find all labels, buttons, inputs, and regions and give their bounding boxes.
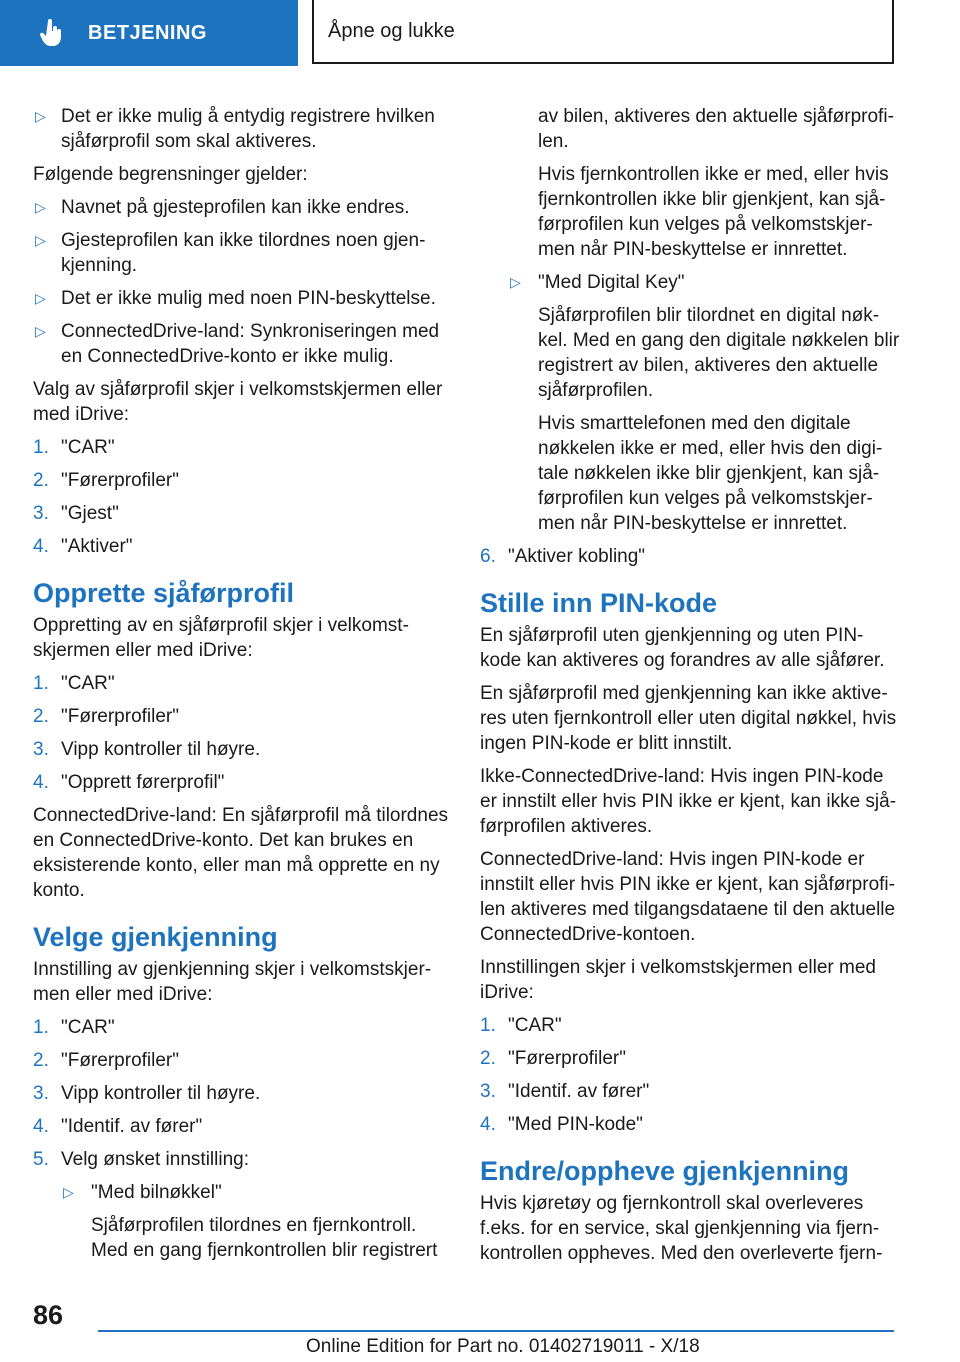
right-column: [480, 104, 900, 1274]
section-heading: Velge gjenkjenning: [33, 922, 278, 952]
numbered-item: 1. "CAR": [480, 1015, 562, 1036]
section-label: BETJENING: [88, 21, 207, 44]
section-tab: [0, 0, 298, 66]
paragraph: Følgende begrensninger gjelder:: [33, 164, 308, 185]
numbered-item: 6. "Aktiver kobling": [480, 546, 646, 567]
numbered-item: 1. "CAR": [33, 1017, 115, 1038]
numbered-item: 2. "Førerprofiler": [33, 706, 179, 727]
numbered-item: 3. "Identif. av fører": [480, 1081, 650, 1102]
paragraph: Innstilling av gjenkjenning skjer i velkomstskjermen eller med iDrive:: [33, 959, 432, 1005]
page-header: [0, 0, 960, 66]
paragraph: Innstillingen skjer i velkomstskjermen eller med iDrive:: [480, 957, 876, 1003]
sub-list-item: ▷ "Med bilnøkkel": [63, 1182, 222, 1203]
numbered-item: 2. "Førerprofiler": [33, 470, 179, 491]
list-item: ▷ Det er ikke mulig å entydig registrere hvilken sjåførprofil som skal aktiveres.: [35, 106, 435, 152]
list-item: ▷ ConnectedDrive-land: Synkroniseringen med en ConnectedDrive-konto er ikke mulig.: [35, 321, 440, 367]
sub-list-text: av bilen, aktiveres den aktuelle sjåførprofilen.: [538, 106, 894, 152]
section-heading: Endre/oppheve gjenkjenning: [480, 1156, 850, 1186]
sub-list-text: Hvis smarttelefonen med den digitale nøkkelen ikke er med, eller hvis den digitale nøkkelen ikke blir gjenkjent, kan sjåførprofilen kun velges på velkomstskjermen når PIN-beskyttelse er innrettet.: [538, 413, 883, 534]
paragraph: En sjåførprofil uten gjenkjenning og uten PIN-kode kan aktiveres og forandres av alle sjåfører.: [480, 625, 885, 671]
sub-list-text: Sjåførprofilen tilordnes en fjernkontroll. Med en gang fjernkontrollen blir registrert: [91, 1215, 438, 1261]
paragraph: ConnectedDrive-land: En sjåførprofil må tilordnes en ConnectedDrive-konto. Det kan brukes en eksisterende konto, eller man må opprette en ny konto.: [33, 805, 449, 901]
list-item: ▷ Navnet på gjesteprofilen kan ikke endres.: [35, 197, 410, 218]
paragraph: Hvis kjøretøy og fjernkontroll skal overleveres f.eks. for en service, skal gjenkjenning via fjernkontrollen oppheves. Med den overleverte fjern-: [480, 1193, 883, 1264]
numbered-item: 2. "Førerprofiler": [33, 1050, 179, 1071]
numbered-item: 4. "Opprett førerprofil": [33, 772, 225, 793]
triangle-bullet-icon: ▷: [510, 274, 521, 290]
triangle-bullet-icon: ▷: [35, 232, 46, 248]
section-heading: Opprette sjåførprofil: [33, 578, 295, 608]
paragraph: ConnectedDrive-land: Hvis ingen PIN-kode er innstilt eller hvis PIN ikke er kjent, kan sjåførprofilen aktiveres med tilgangsdataene til den aktuelle ConnectedDrive-kontoen.: [480, 849, 896, 945]
sub-list-text: Sjåførprofilen blir tilordnet en digital nøkkel. Med en gang den digitale nøkkelen blir registrert av bilen, aktiveres den aktuelle sjåførprofilen.: [538, 305, 900, 401]
triangle-bullet-icon: ▷: [63, 1184, 74, 1200]
list-item: ▷ Gjesteprofilen kan ikke tilordnes noen gjenkjenning.: [35, 230, 426, 276]
sub-list-item: ▷ "Med Digital Key": [510, 272, 685, 293]
left-column: [33, 104, 451, 1271]
triangle-bullet-icon: ▷: [35, 290, 46, 306]
triangle-bullet-icon: ▷: [35, 108, 46, 124]
triangle-bullet-icon: ▷: [35, 323, 46, 339]
page-number: 86: [33, 1300, 64, 1330]
footer-divider: [98, 1330, 894, 1332]
numbered-item: 4. "Aktiver": [33, 536, 133, 557]
hand-pointer-icon: [40, 18, 66, 48]
list-item: ▷ Det er ikke mulig med noen PIN-beskyttelse.: [35, 288, 436, 309]
numbered-item: 3. Vipp kontroller til høyre.: [33, 739, 261, 760]
numbered-item: 4. "Med PIN-kode": [480, 1114, 643, 1135]
paragraph: Valg av sjåførprofil skjer i velkomstskjermen eller med iDrive:: [33, 379, 443, 425]
footer-edition: Online Edition for Part no. 01402719011 - X/18: [306, 1336, 700, 1357]
numbered-item: 1. "CAR": [33, 437, 115, 458]
sub-list-text: Hvis fjernkontrollen ikke er med, eller hvis fjernkontrollen ikke blir gjenkjent, kan sjåførprofilen kun velges på velkomstskjermen når PIN-beskyttelse er innrettet.: [538, 164, 889, 260]
triangle-bullet-icon: ▷: [35, 199, 46, 215]
paragraph: Ikke-ConnectedDrive-land: Hvis ingen PIN-kode er innstilt eller hvis PIN ikke er kjent, kan ikke sjåførprofilen aktiveres.: [480, 766, 897, 837]
numbered-item: 4. "Identif. av fører": [33, 1116, 203, 1137]
numbered-item: 3. Vipp kontroller til høyre.: [33, 1083, 261, 1104]
chapter-title: Åpne og lukke: [312, 0, 894, 64]
numbered-item: 2. "Førerprofiler": [480, 1048, 626, 1069]
numbered-item: 1. "CAR": [33, 673, 115, 694]
section-heading: Stille inn PIN-kode: [480, 588, 718, 618]
paragraph: Oppretting av en sjåførprofil skjer i velkomstskjermen eller med iDrive:: [33, 615, 409, 661]
numbered-item: 3. "Gjest": [33, 503, 119, 524]
numbered-item: 5. Velg ønsket innstilling:: [33, 1149, 249, 1170]
paragraph: En sjåførprofil med gjenkjenning kan ikke aktiveres uten fjernkontroll eller uten digital nøkkel, hvis ingen PIN-kode er blitt innstilt.: [480, 683, 897, 754]
